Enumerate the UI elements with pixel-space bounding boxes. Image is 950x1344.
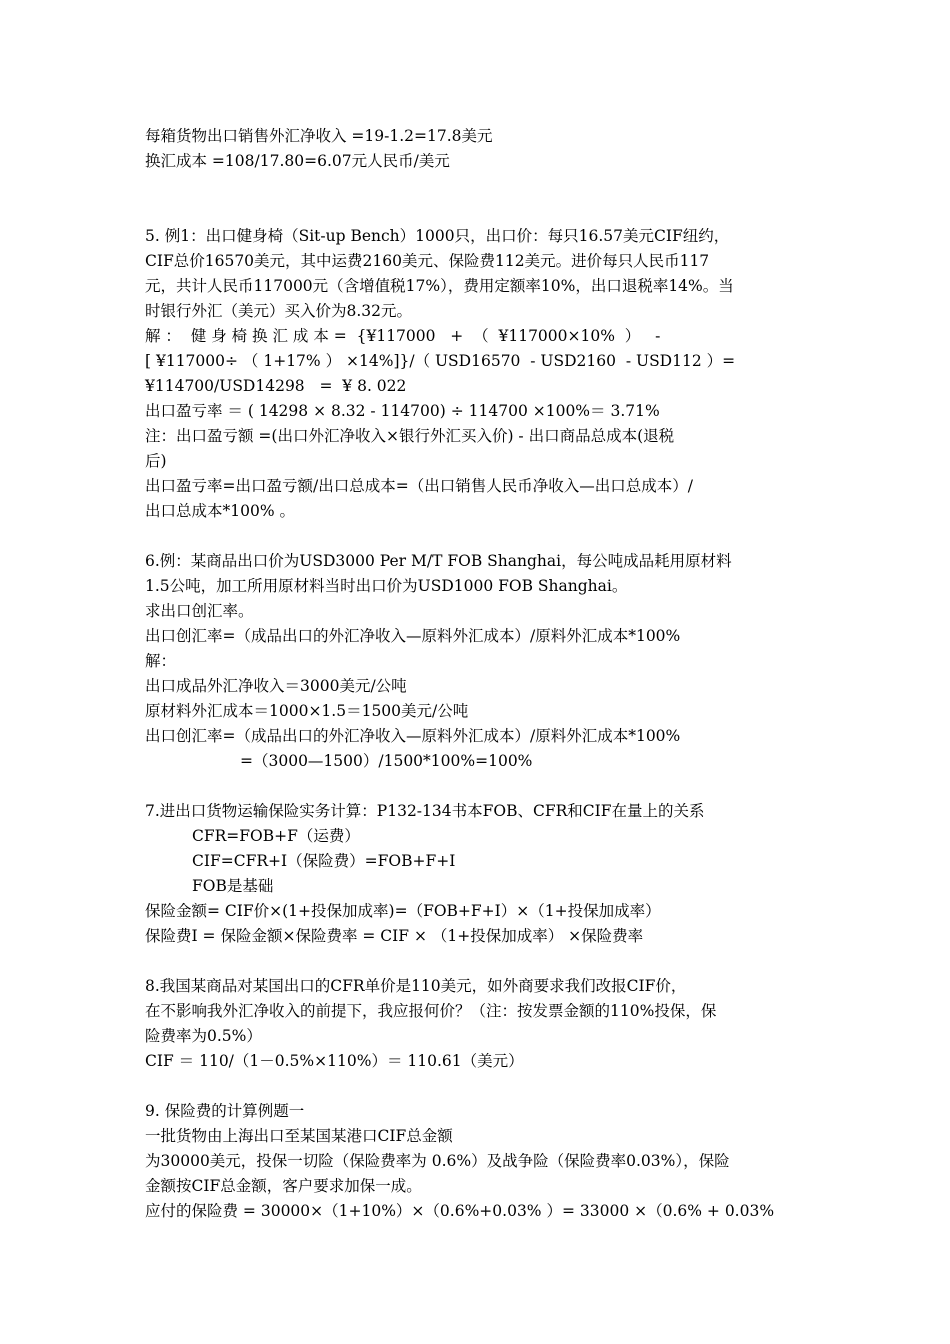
section-9 bbox=[145, 1099, 810, 1224]
text-line: 为30000美元，投保一切险（保险费率为 0.6%）及战争险（保险费率0.03%），保险 bbox=[145, 1152, 730, 1170]
result-line: =（3000—1500）/1500*100%=100% bbox=[240, 752, 533, 770]
text-line: 出口创汇率=（成品出口的外汇净收入—原料外汇成本）/原料外汇成本*100% bbox=[145, 627, 681, 645]
text-line: 保险费I = 保险金额×保险费率 = CIF × （1+投保加成率） ×保险费率 bbox=[145, 927, 644, 945]
text-line: 出口创汇率=（成品出口的外汇净收入—原料外汇成本）/原料外汇成本*100% bbox=[145, 727, 681, 745]
section-7 bbox=[145, 799, 810, 949]
section-heading: 9. 保险费的计算例题一 bbox=[145, 1102, 305, 1120]
spacer bbox=[145, 1074, 810, 1099]
text-line: CIF ＝ 110/（1－0.5%×110%）＝ 110.61（美元） bbox=[145, 1052, 524, 1070]
text-line: 时银行外汇（美元）买入价为8.32元。 bbox=[145, 302, 413, 320]
text-line: 应付的保险费 = 30000×（1+10%）×（0.6%+0.03% ）= 33000 ×（0.6% + 0.03% bbox=[145, 1202, 775, 1220]
section-8 bbox=[145, 974, 810, 1074]
text-line: 1.5公吨，加工所用原材料当时出口价为USD1000 FOB Shanghai。 bbox=[145, 577, 628, 595]
spacer bbox=[145, 774, 810, 799]
section-5 bbox=[145, 224, 810, 524]
text-line: CIF=CFR+I（保险费）=FOB+F+I bbox=[192, 852, 456, 870]
text-line: 金额按CIF总金额，客户要求加保一成。 bbox=[145, 1177, 422, 1195]
text-line: 元，共计人民币117000元（含增值税17%），费用定额率10%，出口退税率14%。当 bbox=[145, 277, 734, 295]
spacer bbox=[145, 174, 810, 224]
text-line: 出口成品外汇净收入＝3000美元/公吨 bbox=[145, 677, 407, 695]
section-6 bbox=[145, 549, 810, 774]
text-line: 出口盈亏率=出口盈亏额/出口总成本=（出口销售人民币净收入—出口总成本）/ bbox=[145, 477, 693, 495]
spacer bbox=[145, 524, 810, 549]
text-line: 5. 例1：出口健身椅（Sit-up Bench）1000只，出口价：每只16.57美元CIF纽约， bbox=[145, 227, 730, 245]
text-line: 解 ： 健 身 椅 换 汇 成 本 = {¥117000 + （ ¥117000×10% ） - bbox=[145, 327, 661, 345]
text-line: 出口盈亏率 ＝ ( 14298 × 8.32 - 114700) ÷ 114700 ×100%＝ 3.71% bbox=[145, 402, 660, 420]
text-line: 一批货物由上海出口至某国某港口CIF总金额 bbox=[145, 1127, 453, 1145]
text-line: 在不影响我外汇净收入的前提下，我应报何价？（注：按发票金额的110%投保，保 bbox=[145, 1002, 717, 1020]
text-line: 求出口创汇率。 bbox=[145, 602, 254, 620]
text-line: 后) bbox=[145, 452, 167, 470]
document-body bbox=[145, 124, 810, 1224]
text-line: CIF总价16570美元，其中运费2160美元、保险费112美元。进价每只人民币117 bbox=[145, 252, 710, 270]
intro-block bbox=[145, 124, 810, 174]
spacer bbox=[145, 949, 810, 974]
text-line: FOB是基础 bbox=[192, 877, 274, 895]
text-line: 出口总成本*100% 。 bbox=[145, 502, 295, 520]
text-line: 注：出口盈亏额 =(出口外汇净收入×银行外汇买入价) - 出口商品总成本(退税 bbox=[145, 427, 675, 445]
text-line: 6.例：某商品出口价为USD3000 Per M/T FOB Shanghai，每公吨成品耗用原材料 bbox=[145, 552, 732, 570]
text-line: 每箱货物出口销售外汇净收入 =19-1.2=17.8美元 bbox=[145, 127, 493, 145]
section-heading: 7.进出口货物运输保险实务计算：P132-134书本FOB、CFR和CIF在量上的关系 bbox=[145, 802, 705, 820]
text-line: 8.我国某商品对某国出口的CFR单价是110美元，如外商要求我们改报CIF价， bbox=[145, 977, 687, 995]
text-line: ¥114700/USD14298 = ¥ 8. 022 bbox=[145, 377, 407, 395]
text-line: 保险金额= CIF价×(1+投保加成率)=（FOB+F+I）×（1+投保加成率） bbox=[145, 902, 661, 920]
text-line: CFR=FOB+F（运费） bbox=[192, 827, 360, 845]
text-line: 解： bbox=[145, 652, 177, 670]
text-line: [ ¥117000÷ （ 1+17% ） ×14%]}/（ USD16570 - USD2160 - USD112 ）= bbox=[145, 352, 736, 370]
text-line: 换汇成本 =108/17.80=6.07元人民币/美元 bbox=[145, 152, 450, 170]
text-line: 险费率为0.5%） bbox=[145, 1027, 262, 1045]
text-line: 原材料外汇成本＝1000×1.5＝1500美元/公吨 bbox=[145, 702, 469, 720]
